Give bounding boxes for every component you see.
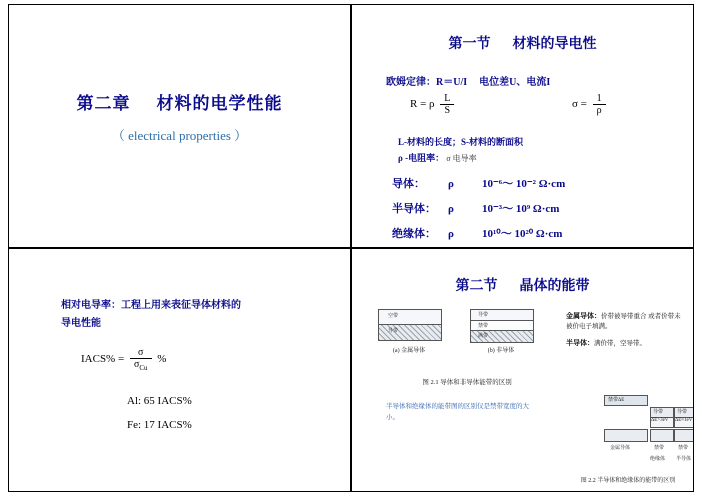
slide-4-section-label: 第二节 <box>455 279 498 294</box>
fig2-label-gap-b: 禁带 <box>678 446 689 451</box>
fig2-label-gap-a: 禁带 <box>654 446 665 451</box>
resistance-equation: R = ρ $\frac{L}{S}$ <box>410 93 457 116</box>
fig2-label-cond-2: 导带 <box>677 410 688 415</box>
figure-1-diagram <box>374 307 554 365</box>
ohm-law: 欧姆定律：R＝U/I <box>386 77 468 88</box>
relative-conductivity-heading <box>61 297 241 333</box>
fraction-1-rho: $\frac{1}{\rho}$ <box>593 93 606 116</box>
slide-2-section-title: 材料的导电性 <box>512 37 597 52</box>
conductivity-equation: σ = $\frac{1}{\rho}$ <box>572 93 609 116</box>
slide-4-section-title: 晶体的能带 <box>519 279 590 294</box>
slide-1-main-title: 材料的电学性能 <box>156 94 283 113</box>
figure-2 <box>558 395 694 471</box>
band-label-b-1: 导带 <box>478 313 489 318</box>
fig2-semiconductor-box <box>674 429 694 442</box>
figure-1-caption: 图 2.1 导体和非导体能带的区别 <box>422 379 512 386</box>
slide-1-subtitle: （ electrical properties ） <box>111 128 248 143</box>
slide-4-header <box>352 275 693 295</box>
figure-1a-caption: (a) 金属导体 <box>392 348 426 354</box>
figure-1b-caption: (b) 非导体 <box>487 348 515 354</box>
figure-1 <box>374 307 554 365</box>
band-label-a-2: 导带 <box>388 329 399 334</box>
heading-line-1: 相对电导率：工程上用来表征导体材料的 <box>61 300 241 311</box>
fig2-label-deltaE-2: ΔE≈1eV <box>675 418 693 423</box>
iacs-value-al: Al: 65 IACS% <box>127 395 192 407</box>
band-label-b-2: 禁带 <box>478 324 489 329</box>
fig2-metal-box <box>604 429 648 442</box>
band-label-a-1: 空带 <box>388 314 399 319</box>
slide-1-chapter: 第二章 <box>76 94 131 113</box>
definition-rho: ρ -电阻率： σ 电导率 <box>398 153 477 163</box>
slide-2-header <box>352 33 693 53</box>
heading-line-2: 导电性能 <box>61 318 101 329</box>
ohm-note: 电位差U、电流I <box>479 77 551 88</box>
slide-2 <box>351 4 694 248</box>
definition-L-S: L-材料的长度；S-材料的断面积 <box>398 137 524 147</box>
equation-row <box>392 93 679 127</box>
fig2-label-cond-1: 导带 <box>653 410 664 415</box>
fig2-insulator-box <box>650 429 674 442</box>
table-row: 绝缘体： ρ 10¹⁰～ 10²⁰ Ω·cm <box>392 228 563 240</box>
resistivity-table <box>392 175 565 248</box>
fig2-label-metal: 金属导体 <box>610 446 631 451</box>
ohm-law-line <box>386 73 550 88</box>
slide-grid <box>8 4 694 492</box>
semiconductor-note: 半导体：满价带，空导带。 <box>566 339 646 347</box>
table-row: 半导体： ρ 10⁻³～ 10⁹ Ω·cm <box>392 203 560 215</box>
percent-sign: % <box>157 353 167 366</box>
band-label-b-3: 满带 <box>478 334 489 339</box>
slide-4 <box>351 248 694 492</box>
figure-2-caption: 图 2.2 半导体和绝缘体的能带的区别 <box>580 478 676 484</box>
fig2-label-gap: 禁带ΔE <box>608 398 625 403</box>
figure-note: 半导体和绝缘体的能带图的区别仅是禁带宽度的大小。 <box>386 403 529 421</box>
fraction-L-S: $\frac{L}{S}$ <box>440 93 454 116</box>
metal-conductor-note: 金属导体：价带被导带重合 或者价带未被价电子填满。 <box>566 312 681 330</box>
slide-3 <box>8 248 351 492</box>
definition-sigma: σ 电导率 <box>446 154 477 163</box>
table-row: 导体： ρ 10⁻⁶～ 10⁻² Ω·cm <box>392 178 566 190</box>
slide-1-title <box>9 89 350 114</box>
iacs-value-fe: Fe: 17 IACS% <box>127 419 192 431</box>
slide-2-section-label: 第一节 <box>448 37 491 52</box>
fraction-sigma-sigmaCu: $\frac{\sigma}{\sigma_{Cu}}$ <box>130 347 152 372</box>
fig2-label-deltaE-1: ΔE>3eV <box>651 418 669 423</box>
slide-4-right-text <box>566 311 686 349</box>
slide-1 <box>8 4 351 248</box>
fig2-label-insulator: 绝缘体 <box>650 457 666 462</box>
iacs-formula: IACS% = $\frac{\sigma}{\sigma_{Cu}}$ % <box>81 347 167 372</box>
fig2-label-semiconductor: 半导体 <box>676 457 692 462</box>
